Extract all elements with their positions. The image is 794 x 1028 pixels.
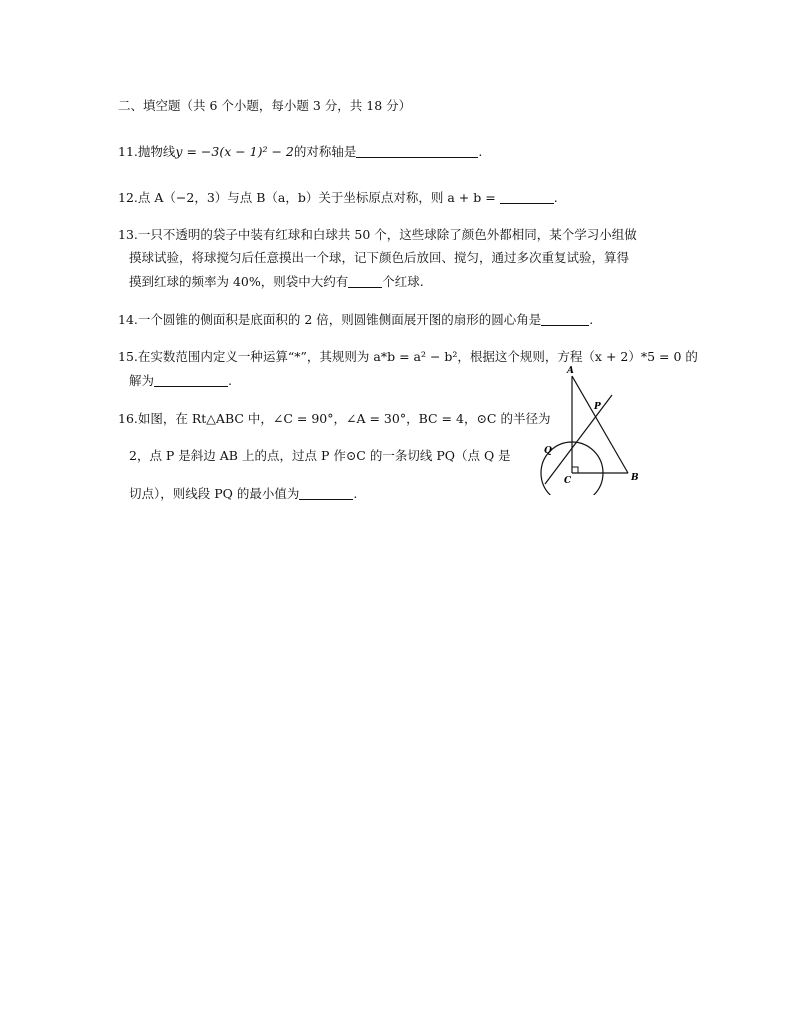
question-number: 16. [118, 411, 138, 426]
label-p: P [594, 402, 601, 412]
period: . [589, 312, 594, 327]
label-c: C [564, 476, 572, 486]
question-text: 抛物线 [137, 144, 176, 159]
section-heading: 二、填空题（共 6 个小题，每小题 3 分，共 18 分） [118, 98, 412, 113]
geometry-figure [532, 365, 652, 495]
period: . [478, 144, 483, 159]
question-number: 13. [118, 227, 138, 242]
label-b: B [631, 473, 639, 483]
question-text: 切点），则线段 PQ 的最小值为 [129, 486, 300, 501]
question-text: 在实数范围内定义一种运算“*”，其规则为 a*b = a² − b²，根据这个规则，方程（x + 2）*5 = 0 的 [137, 349, 698, 364]
question-number: 12. [118, 190, 138, 205]
question-12 [118, 190, 558, 206]
label-a: A [567, 366, 574, 376]
question-text: 一个圆锥的侧面积是底面积的 2 倍，则圆锥侧面展开图的扇形的圆心角是 [137, 312, 542, 327]
question-text: 一只不透明的袋子中装有红球和白球共 50 个，这些球除了颜色外都相同，某个学习小组做 [137, 227, 637, 242]
question-16-line-3 [129, 486, 357, 502]
question-15-line-1 [118, 349, 698, 365]
answer-blank[interactable] [541, 313, 589, 326]
period: . [353, 486, 358, 501]
question-13-line-3 [129, 274, 424, 290]
question-13-line-1 [118, 227, 637, 243]
answer-blank[interactable] [154, 374, 228, 387]
answer-blank[interactable] [299, 487, 353, 500]
question-text: 如图，在 Rt△ABC 中，∠C = 90°，∠A = 30°，BC = 4，⊙C 的半径为 [137, 411, 551, 426]
right-angle-mark [572, 467, 578, 473]
question-text: 解为 [129, 373, 155, 388]
period: . [553, 190, 558, 205]
label-q: Q [544, 446, 552, 456]
question-number: 15. [118, 349, 138, 364]
question-text: 摸到红球的频率为 40%，则袋中大约有 [129, 274, 349, 289]
question-11 [118, 144, 482, 160]
period: . [228, 373, 232, 388]
question-text: 点 A（−2，3）与点 B（a，b）关于坐标原点对称，则 a + b = [137, 190, 496, 205]
question-text: 个红球. [382, 274, 424, 289]
answer-blank[interactable] [500, 191, 554, 204]
answer-blank[interactable] [356, 145, 478, 158]
question-16-line-2: 2，点 P 是斜边 AB 上的点，过点 P 作⊙C 的一条切线 PQ（点 Q 是 [129, 448, 511, 463]
formula: y = −3(x − 1)² − 2 [175, 144, 294, 159]
question-16-line-1 [118, 411, 550, 427]
answer-blank[interactable] [348, 275, 382, 288]
question-14 [118, 312, 593, 328]
question-15-line-2 [129, 373, 232, 389]
question-number: 11. [118, 144, 138, 159]
question-text: 的对称轴是 [293, 144, 357, 159]
question-13-line-2: 摸球试验，将球搅匀后任意摸出一个球，记下颜色后放回、搅匀，通过多次重复试验，算得 [129, 250, 630, 265]
question-number: 14. [118, 312, 138, 327]
